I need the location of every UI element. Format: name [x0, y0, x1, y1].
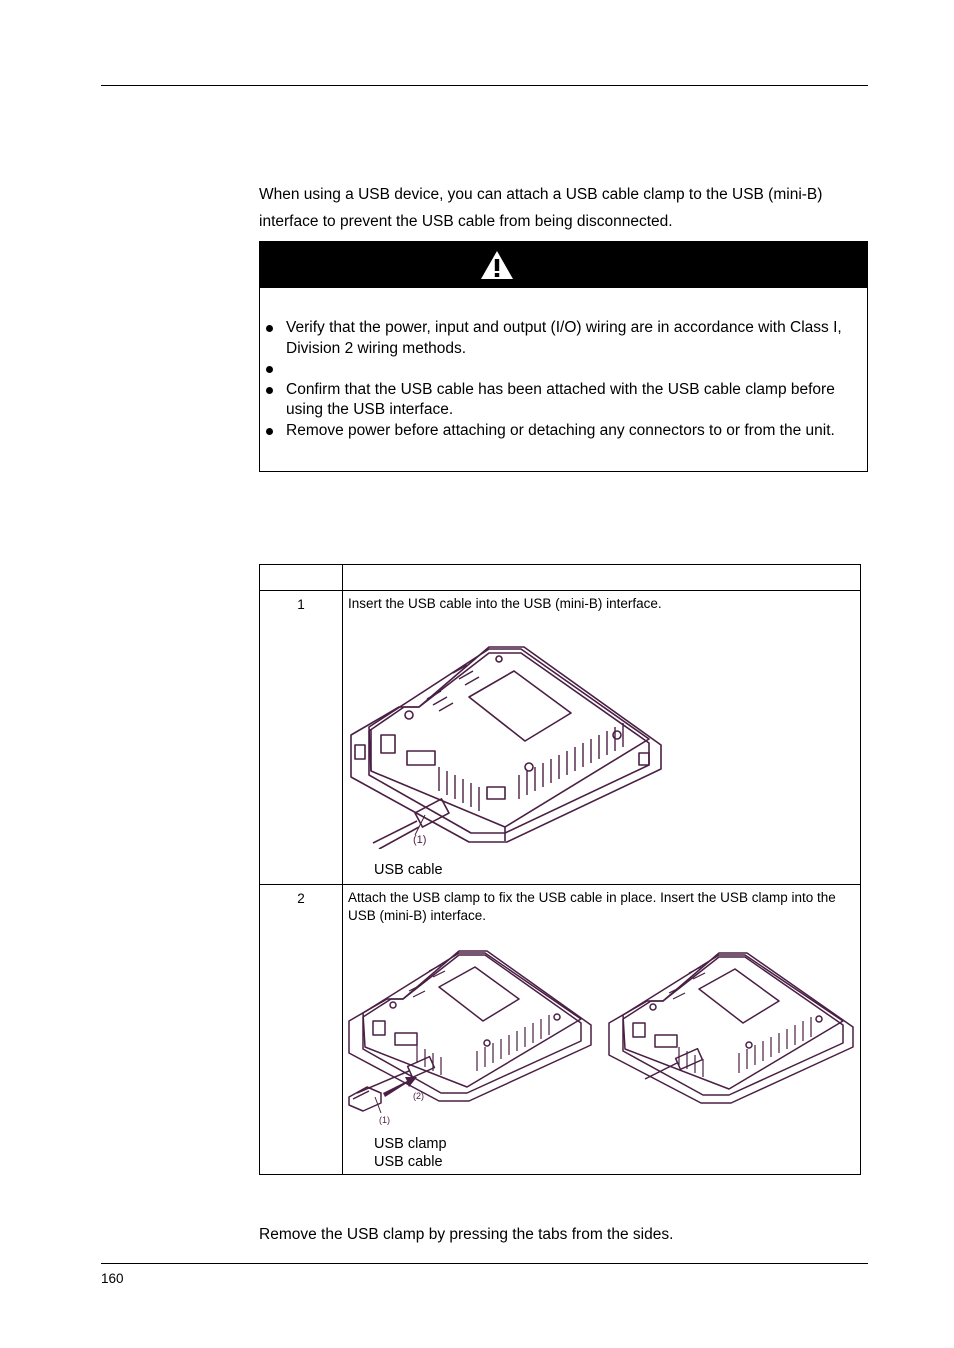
- figure-caption: USB cable: [374, 1154, 443, 1170]
- table-header-row: [260, 565, 861, 591]
- callout-label: (2): [413, 1091, 424, 1101]
- step-action-cell: [343, 885, 861, 1175]
- figure-caption: USB clamp: [374, 1136, 447, 1152]
- step-number: 1: [297, 597, 305, 612]
- bullet-icon: [266, 428, 273, 435]
- bullet-icon: [266, 366, 273, 373]
- warning-box: [259, 241, 868, 472]
- bullet-icon: [266, 325, 273, 332]
- warning-item-text: Confirm that the USB cable has been attached with the USB cable clamp before using the USB interface.: [286, 380, 835, 418]
- procedure-table: [259, 564, 861, 1175]
- warning-item: [260, 359, 867, 380]
- step-number: 2: [297, 891, 305, 906]
- figure-caption: USB cable: [374, 862, 443, 878]
- step-text: Attach the USB clamp to fix the USB cable in place. Insert the USB clamp into the USB (mini-B) interface.: [348, 890, 836, 923]
- warning-item: [260, 421, 867, 442]
- step-number-cell: [260, 591, 343, 885]
- bullet-icon: [266, 387, 273, 394]
- warning-item: [260, 380, 867, 421]
- table-row: [260, 591, 861, 885]
- header-cell-step: [260, 565, 343, 591]
- warning-item-text: Verify that the power, input and output (I/O) wiring are in accordance with Class I, Division 2 wiring methods.: [286, 319, 842, 357]
- warning-item: [260, 318, 867, 359]
- footer-rule: [101, 1263, 868, 1264]
- closing-paragraph: Remove the USB clamp by pressing the tabs from the sides.: [259, 1226, 674, 1243]
- usb-clamp-attached-illustration: [607, 937, 859, 1107]
- page-number: 160: [101, 1271, 124, 1286]
- callout-label: (1): [379, 1115, 390, 1125]
- step-text: Insert the USB cable into the USB (mini-B) interface.: [348, 596, 662, 611]
- header-cell-action: [343, 565, 861, 591]
- warning-triangle-icon: [480, 250, 514, 280]
- step-action-cell: [343, 591, 861, 885]
- step-number-cell: [260, 885, 343, 1175]
- warning-list: [260, 318, 867, 441]
- table-row: [260, 885, 861, 1175]
- warning-item-text: Remove power before attaching or detaching any connectors to or from the unit.: [286, 421, 835, 439]
- usb-cable-illustration: [349, 627, 669, 849]
- intro-paragraph: When using a USB device, you can attach a USB cable clamp to the USB (mini-B) interface to prevent the USB cable from being disconnected.: [259, 186, 823, 230]
- warning-header: [260, 242, 867, 288]
- callout-label: (1): [413, 834, 427, 846]
- header-rule: [101, 85, 868, 86]
- usb-clamp-insertion-illustration: [347, 935, 597, 1125]
